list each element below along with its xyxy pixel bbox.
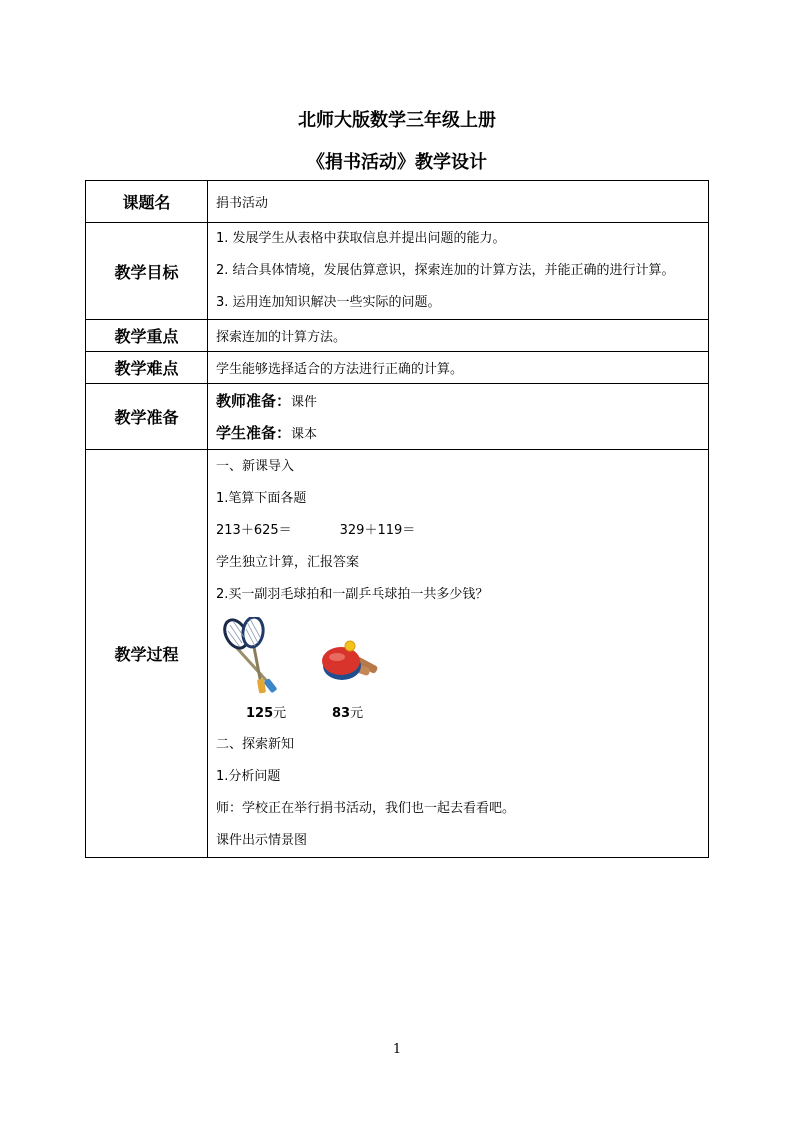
row-goals xyxy=(86,223,709,320)
goal-item: 2. 结合具体情境，发展估算意识，探索连加的计算方法，并能正确的进行计算。 xyxy=(216,263,675,278)
arithmetic-exercises xyxy=(216,515,700,547)
goals-content xyxy=(208,223,709,320)
row-topic xyxy=(86,181,709,223)
badminton-price: 125元 xyxy=(246,705,287,721)
process-line-3: 学生独立计算，汇报答案 xyxy=(216,554,360,570)
document-subtitle: 《捐书活动》教学设计 xyxy=(307,152,487,173)
preparation-content xyxy=(208,384,709,450)
topic-value: 捐书活动 xyxy=(208,181,709,223)
process-last-line: 课件出示情景图 xyxy=(216,832,308,848)
topic-label: 课题名 xyxy=(86,181,208,223)
process-content xyxy=(208,450,709,858)
price-row xyxy=(216,699,700,729)
goals-label: 教学目标 xyxy=(86,223,208,320)
lesson-plan-table xyxy=(85,180,709,858)
row-process xyxy=(86,450,709,858)
row-key-point xyxy=(86,320,709,352)
goal-item: 3. 运用连加知识解决一些实际的问题。 xyxy=(216,295,441,310)
sports-images xyxy=(216,611,700,699)
key-point-value: 探索连加的计算方法。 xyxy=(208,320,709,352)
difficulty-label: 教学难点 xyxy=(86,352,208,384)
student-preparation-value: 课本 xyxy=(291,426,318,442)
preparation-label: 教学准备 xyxy=(86,384,208,450)
difficulty-value: 学生能够选择适合的方法进行正确的计算。 xyxy=(208,352,709,384)
teacher-preparation-label: 教师准备： xyxy=(216,391,292,410)
process-section-2: 二、探索新知 xyxy=(216,736,295,752)
student-preparation xyxy=(216,417,700,449)
key-point-label: 教学重点 xyxy=(86,320,208,352)
document-title: 北师大版数学三年级上册 xyxy=(298,110,496,131)
expression-1: 213＋625＝ xyxy=(216,522,292,538)
process-item-1: 1.笔算下面各题 xyxy=(216,490,307,506)
process-label: 教学过程 xyxy=(86,450,208,858)
process-item-3: 1.分析问题 xyxy=(216,768,281,784)
badminton-rackets-icon xyxy=(222,617,288,695)
pingpong-paddles-icon xyxy=(320,639,382,685)
row-preparation xyxy=(86,384,709,450)
pingpong-price: 83元 xyxy=(332,705,364,721)
process-section-1: 一、新课导入 xyxy=(216,458,295,474)
expression-2: 329＋119＝ xyxy=(339,522,416,538)
teacher-line: 师：学校正在举行捐书活动，我们也一起去看看吧。 xyxy=(216,800,516,816)
student-preparation-label: 学生准备： xyxy=(216,423,292,442)
goal-item: 1. 发展学生从表格中获取信息并提出问题的能力。 xyxy=(216,231,506,246)
process-item-2: 2.买一副羽毛球拍和一副乒乓球拍一共多少钱？ xyxy=(216,586,489,602)
teacher-preparation xyxy=(216,385,700,417)
page-number: 1 xyxy=(392,1042,402,1057)
teacher-preparation-value: 课件 xyxy=(291,394,318,410)
row-difficulty xyxy=(86,352,709,384)
